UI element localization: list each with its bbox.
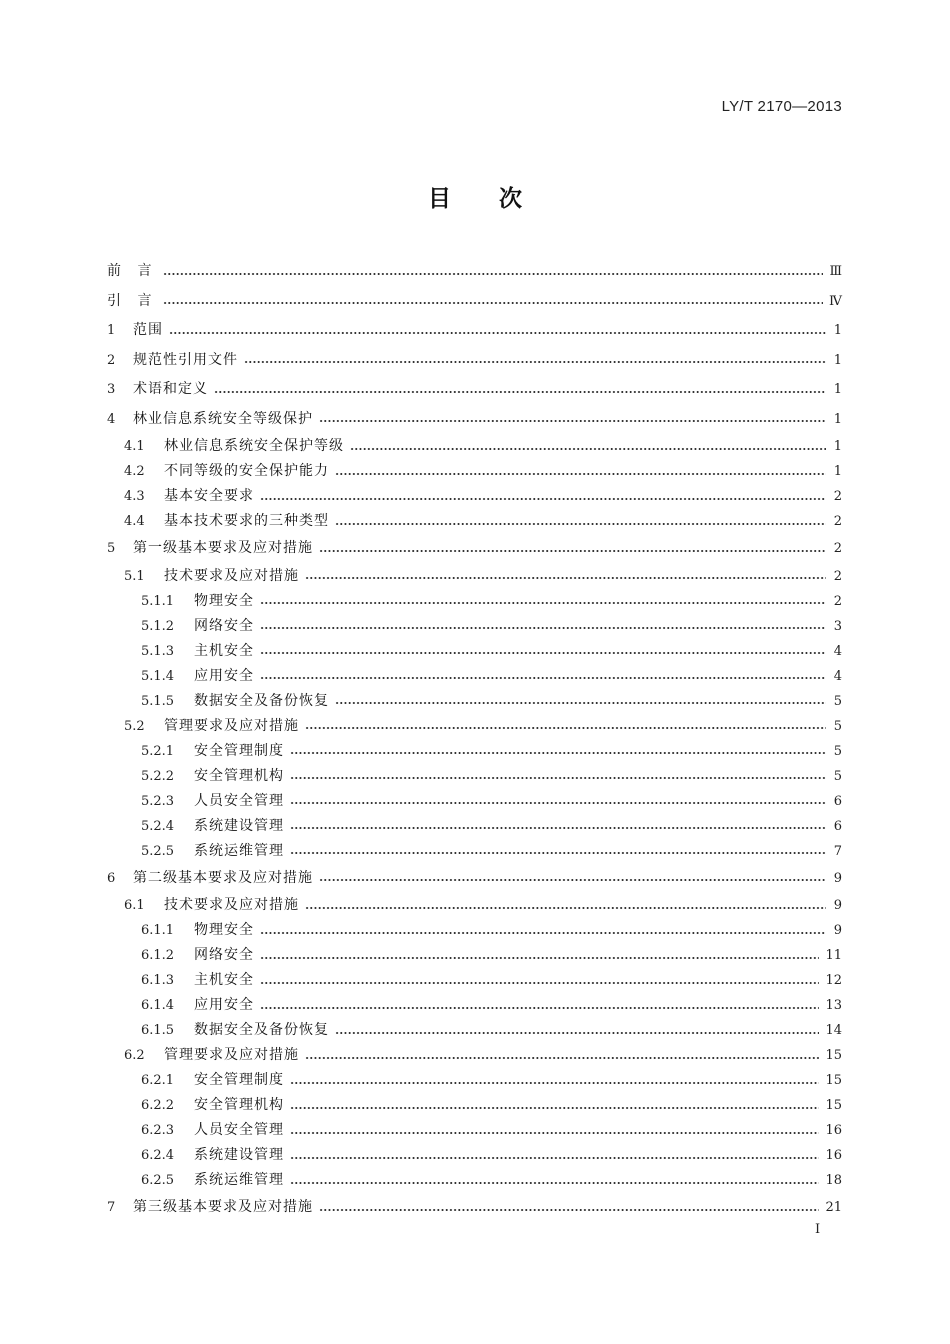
- toc-dot-leader: [290, 1107, 819, 1109]
- toc-entry-number: 6.2.2: [141, 1098, 175, 1113]
- toc-entry[interactable]: [107, 1118, 842, 1143]
- toc-dot-leader: [290, 1157, 819, 1159]
- toc-dot-leader: [335, 702, 826, 704]
- toc-entry[interactable]: [107, 459, 842, 484]
- toc-dot-leader: [335, 473, 826, 475]
- toc-entry-page: 16: [825, 1123, 842, 1138]
- toc-entry-page: 9: [833, 870, 842, 886]
- toc-entry-page: 14: [825, 1023, 842, 1038]
- toc-entry-label: 术语和定义: [133, 381, 208, 397]
- toc-entry-label: 安全管理制度: [194, 1072, 284, 1088]
- toc-dot-leader: [260, 982, 819, 984]
- toc-entry-label: 范围: [133, 322, 163, 338]
- toc-entry-page: 12: [825, 973, 842, 988]
- toc-entry-label: 数据安全及备份恢复: [194, 1022, 329, 1038]
- toc-entry[interactable]: [107, 893, 842, 918]
- toc-entry-page: 4: [833, 643, 842, 659]
- toc-entry-number: 4.3: [124, 489, 145, 504]
- toc-entry-number: 4.2: [124, 464, 145, 479]
- toc-entry-page: 6: [833, 793, 842, 809]
- toc-entry[interactable]: [107, 839, 842, 864]
- toc-dot-leader: [163, 273, 823, 275]
- toc-entry-label: 应用安全: [194, 667, 254, 684]
- toc-entry-page: 21: [825, 1200, 842, 1215]
- toc-entry-page: 5: [833, 743, 842, 759]
- toc-entry[interactable]: [107, 434, 842, 459]
- toc-entry-number: 6.2: [124, 1048, 145, 1063]
- toc-entry[interactable]: [107, 943, 842, 968]
- toc-entry-number: 5.2.5: [141, 843, 175, 859]
- toc-entry[interactable]: [107, 1168, 842, 1193]
- toc-entry-page: 15: [825, 1073, 842, 1088]
- toc-dot-leader: [290, 827, 826, 829]
- toc-entry-number: 3: [107, 382, 116, 397]
- toc-dot-leader: [260, 627, 826, 629]
- toc-entry[interactable]: [107, 1018, 842, 1043]
- toc-entry[interactable]: [107, 864, 842, 894]
- toc-entry-number: 6: [107, 870, 116, 886]
- toc-entry[interactable]: [107, 1093, 842, 1118]
- toc-entry-number: 6.1: [124, 898, 145, 913]
- toc-entry-number: 5.2.4: [141, 818, 175, 834]
- toc-dot-leader: [335, 523, 826, 525]
- toc-dot-leader: [260, 498, 826, 500]
- toc-entry[interactable]: [107, 589, 842, 614]
- toc-entry-label: 基本技术要求的三种类型: [164, 513, 329, 529]
- toc-entry-label: 管理要求及应对措施: [164, 1047, 299, 1063]
- toc-entry-page: 18: [825, 1173, 842, 1188]
- toc-entry-number: 6.1.2: [141, 948, 175, 963]
- toc-dot-leader: [335, 1032, 819, 1034]
- toc-entry-number: 5: [107, 541, 116, 556]
- toc-entry-number: 5.2.2: [141, 768, 175, 784]
- toc-entry-page: 5: [833, 768, 842, 784]
- toc-dot-leader: [260, 602, 826, 604]
- toc-entry[interactable]: [107, 614, 842, 639]
- toc-entry-number: 4: [107, 411, 116, 427]
- toc-entry-page: 2: [833, 514, 842, 529]
- toc-entry[interactable]: [107, 968, 842, 993]
- toc-entry[interactable]: [107, 346, 842, 376]
- toc-entry-number: 6.2.5: [141, 1173, 175, 1188]
- toc-entry[interactable]: [107, 509, 842, 534]
- toc-dot-leader: [244, 361, 826, 363]
- toc-dot-leader: [305, 907, 826, 909]
- toc-entry-label: 网络安全: [194, 947, 254, 963]
- toc-entry-number: 5.2.3: [141, 793, 175, 809]
- toc-entry-page: 13: [825, 998, 842, 1013]
- toc-entry-page: 11: [825, 948, 842, 963]
- toc-entry[interactable]: [107, 1193, 842, 1223]
- toc-entry-label: 第一级基本要求及应对措施: [133, 540, 313, 556]
- toc-entry-label: 人员安全管理: [194, 1122, 284, 1138]
- toc-entry-label: 基本安全要求: [164, 488, 254, 504]
- toc-dot-leader: [260, 677, 826, 679]
- toc-entry-number: 5.1.4: [141, 668, 175, 684]
- toc-entry-label: 林业信息系统安全等级保护: [133, 410, 313, 427]
- toc-dot-leader: [305, 727, 826, 729]
- toc-entry[interactable]: [107, 789, 842, 814]
- toc-entry-page: 1: [833, 352, 842, 368]
- toc-entry-page: 9: [833, 923, 842, 938]
- toc-dot-leader: [319, 1209, 819, 1211]
- toc-entry-label: 引 言: [107, 292, 158, 309]
- toc-entry-number: 6.1.1: [141, 923, 175, 938]
- toc-entry-number: 2: [107, 352, 116, 368]
- toc-entry-page: Ⅲ: [829, 264, 842, 279]
- toc-entry[interactable]: [107, 1043, 842, 1068]
- toc-entry-label: 系统运维管理: [194, 1172, 284, 1188]
- toc-entry-page: 5: [833, 718, 842, 734]
- table-of-contents: [107, 257, 842, 1223]
- toc-entry-number: 6.2.1: [141, 1073, 175, 1088]
- toc-entry[interactable]: [107, 664, 842, 689]
- toc-entry-label: 技术要求及应对措施: [164, 567, 299, 584]
- toc-dot-leader: [214, 391, 826, 393]
- toc-dot-leader: [260, 957, 819, 959]
- toc-dot-leader: [319, 879, 826, 881]
- toc-entry-number: 1: [107, 323, 116, 338]
- toc-entry-label: 不同等级的安全保护能力: [164, 463, 329, 479]
- toc-entry-page: 16: [825, 1148, 842, 1163]
- toc-entry[interactable]: [107, 534, 842, 564]
- toc-entry-label: 主机安全: [194, 972, 254, 988]
- toc-entry-page: 1: [833, 464, 842, 479]
- toc-entry-label: 安全管理机构: [194, 767, 284, 784]
- toc-entry-number: 5.1.5: [141, 693, 175, 709]
- toc-entry-page: 6: [833, 818, 842, 834]
- toc-entry-number: 6.1.5: [141, 1023, 175, 1038]
- toc-entry-number: 7: [107, 1200, 116, 1215]
- toc-dot-leader: [319, 550, 826, 552]
- toc-entry[interactable]: [107, 639, 842, 664]
- toc-entry-page: 1: [833, 323, 842, 338]
- toc-entry[interactable]: [107, 405, 842, 435]
- toc-entry[interactable]: [107, 689, 842, 714]
- toc-dot-leader: [305, 1057, 819, 1059]
- toc-dot-leader: [290, 852, 826, 854]
- toc-entry[interactable]: [107, 316, 842, 346]
- toc-entry-number: 5.1.2: [141, 618, 175, 634]
- toc-entry[interactable]: [107, 257, 842, 287]
- toc-entry[interactable]: [107, 375, 842, 405]
- toc-entry-number: 5.1: [124, 568, 145, 584]
- toc-entry-label: 网络安全: [194, 617, 254, 634]
- toc-dot-leader: [290, 1132, 819, 1134]
- toc-entry-label: 第三级基本要求及应对措施: [133, 1199, 313, 1215]
- toc-entry-label: 系统建设管理: [194, 1147, 284, 1163]
- toc-entry-label: 林业信息系统安全保护等级: [164, 438, 344, 454]
- toc-entry-label: 前 言: [107, 263, 158, 279]
- toc-entry-number: 5.2: [124, 718, 145, 734]
- toc-dot-leader: [350, 448, 826, 450]
- toc-entry-number: 6.2.3: [141, 1123, 175, 1138]
- toc-entry-label: 第二级基本要求及应对措施: [133, 869, 313, 886]
- toc-entry-label: 物理安全: [194, 922, 254, 938]
- toc-entry-label: 物理安全: [194, 592, 254, 609]
- toc-entry[interactable]: [107, 993, 842, 1018]
- toc-entry-label: 安全管理制度: [194, 742, 284, 759]
- toc-entry[interactable]: [107, 814, 842, 839]
- toc-entry-label: 技术要求及应对措施: [164, 897, 299, 913]
- toc-entry[interactable]: [107, 918, 842, 943]
- toc-entry[interactable]: [107, 484, 842, 509]
- toc-dot-leader: [290, 777, 826, 779]
- toc-entry[interactable]: [107, 1143, 842, 1168]
- toc-entry-page: 2: [833, 593, 842, 609]
- toc-entry-page: 15: [825, 1098, 842, 1113]
- toc-entry-label: 规范性引用文件: [133, 351, 238, 368]
- toc-dot-leader: [163, 302, 823, 304]
- toc-entry-page: 7: [833, 843, 842, 859]
- toc-entry-page: Ⅳ: [829, 293, 842, 309]
- toc-dot-leader: [319, 420, 826, 422]
- page-title: 目次: [428, 186, 570, 212]
- toc-dot-leader: [260, 1007, 819, 1009]
- toc-entry[interactable]: [107, 287, 842, 317]
- toc-entry-number: 4.4: [124, 514, 145, 529]
- toc-entry-page: 2: [833, 541, 842, 556]
- toc-dot-leader: [169, 332, 826, 334]
- toc-entry[interactable]: [107, 564, 842, 589]
- toc-dot-leader: [260, 652, 826, 654]
- toc-entry[interactable]: [107, 714, 842, 739]
- toc-entry-number: 6.1.3: [141, 973, 175, 988]
- toc-entry-page: 4: [833, 668, 842, 684]
- toc-entry-number: 5.1.1: [141, 593, 175, 609]
- toc-dot-leader: [290, 1182, 819, 1184]
- toc-entry[interactable]: [107, 764, 842, 789]
- toc-entry-label: 系统运维管理: [194, 842, 284, 859]
- toc-entry-page: 5: [833, 693, 842, 709]
- toc-entry-number: 4.1: [124, 439, 145, 454]
- standard-code: LY/T 2170—2013: [721, 98, 842, 115]
- toc-entry-page: 3: [833, 618, 842, 634]
- toc-entry-page: 1: [833, 382, 842, 397]
- toc-entry-label: 安全管理机构: [194, 1097, 284, 1113]
- toc-dot-leader: [290, 1082, 819, 1084]
- toc-entry-number: 5.2.1: [141, 743, 175, 759]
- toc-entry-number: 6.1.4: [141, 998, 175, 1013]
- toc-dot-leader: [305, 577, 826, 579]
- toc-dot-leader: [290, 802, 826, 804]
- toc-entry-label: 系统建设管理: [194, 817, 284, 834]
- toc-entry-label: 应用安全: [194, 997, 254, 1013]
- toc-entry-page: 1: [833, 439, 842, 454]
- toc-entry[interactable]: [107, 739, 842, 764]
- toc-dot-leader: [260, 932, 826, 934]
- toc-entry-page: 1: [833, 411, 842, 427]
- toc-entry-page: 15: [825, 1048, 842, 1063]
- toc-dot-leader: [290, 752, 826, 754]
- toc-entry-page: 9: [833, 898, 842, 913]
- toc-entry-page: 2: [833, 489, 842, 504]
- page-folio: Ⅰ: [815, 1222, 821, 1237]
- toc-entry-label: 人员安全管理: [194, 792, 284, 809]
- toc-entry-number: 5.1.3: [141, 643, 175, 659]
- toc-entry-label: 数据安全及备份恢复: [194, 692, 329, 709]
- toc-entry-label: 管理要求及应对措施: [164, 717, 299, 734]
- toc-entry[interactable]: [107, 1068, 842, 1093]
- toc-entry-page: 2: [833, 568, 842, 584]
- toc-entry-number: 6.2.4: [141, 1148, 175, 1163]
- toc-entry-label: 主机安全: [194, 642, 254, 659]
